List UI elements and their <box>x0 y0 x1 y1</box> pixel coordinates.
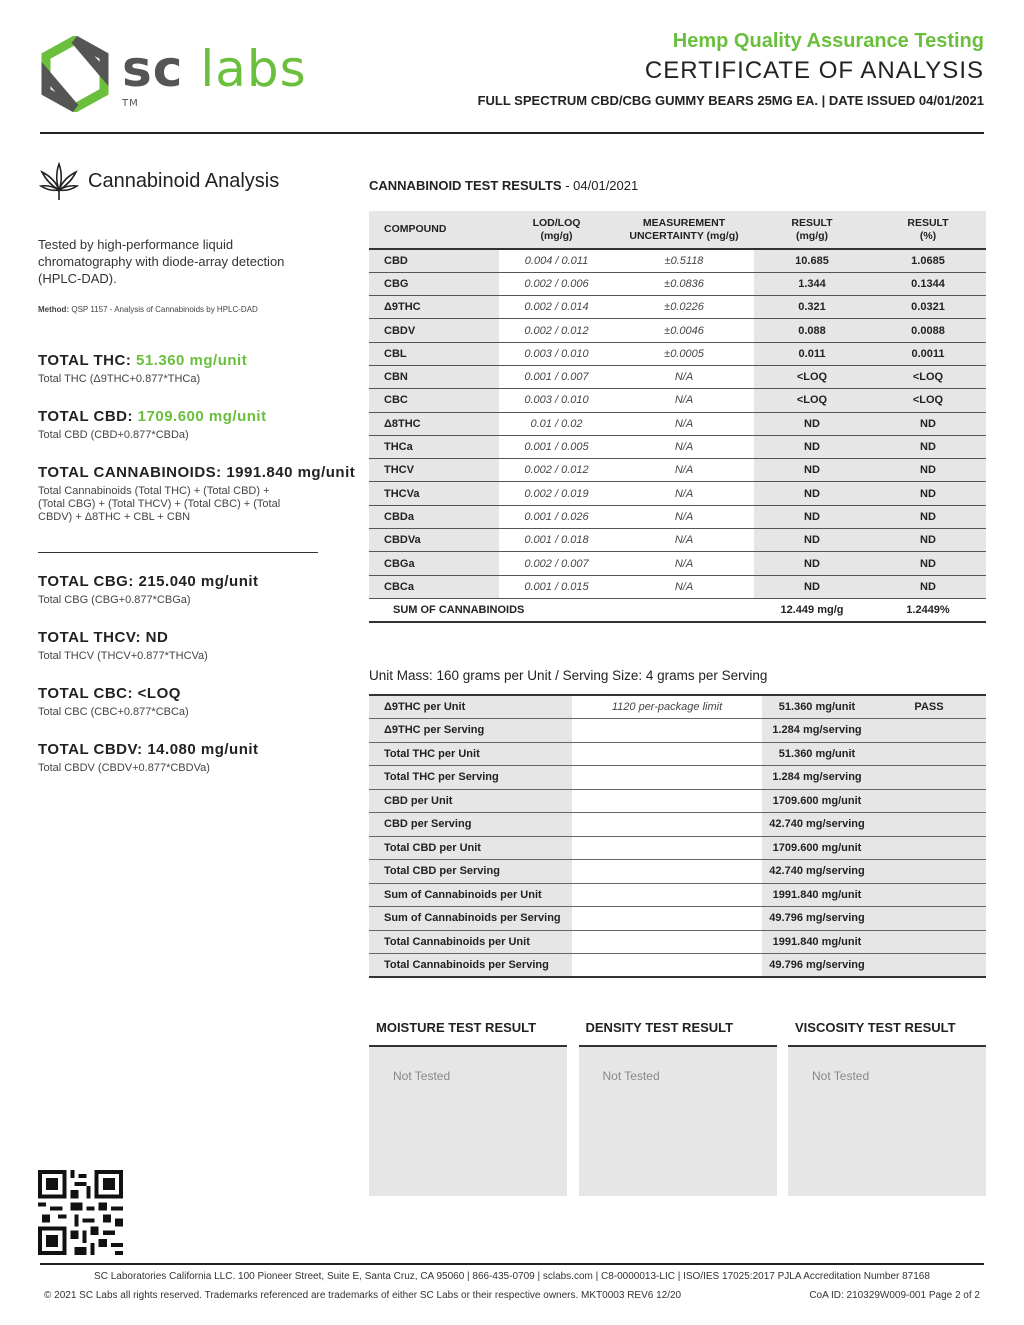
sum-label: SUM OF CANNABINOIDS <box>369 598 754 621</box>
total-value: 1709.600 mg/unit <box>137 408 267 425</box>
total-value: 1991.840 mg/unit <box>226 464 356 481</box>
lod-loq-cell: 0.001 / 0.005 <box>499 435 614 458</box>
limit-note <box>572 719 762 743</box>
metric-label: Δ9THC per Serving <box>369 719 572 743</box>
total-cannabinoids <box>38 464 368 524</box>
total-label: TOTAL CBC: <box>38 685 138 702</box>
compound-cell: THCV <box>369 459 499 482</box>
result-pct-cell: ND <box>870 575 986 598</box>
uncertainty-cell: ±0.0005 <box>614 342 754 365</box>
left-divider <box>38 552 318 553</box>
result-mg-cell: ND <box>754 575 870 598</box>
total-cannabinoids-title <box>38 464 368 481</box>
method-text: QSP 1157 - Analysis of Cannabinoids by HPLC-DAD <box>71 305 258 314</box>
compound-cell: CBD <box>369 249 499 272</box>
test-value: Not Tested <box>579 1047 777 1196</box>
total-desc: Total CBC (CBC+0.877*CBCa) <box>38 706 189 718</box>
metric-label: Total Cannabinoids per Unit <box>369 930 572 954</box>
pass-status <box>872 907 986 931</box>
table-row <box>369 552 986 575</box>
metric-value: 51.360 mg/unit <box>762 742 872 766</box>
result-mg-cell: 0.011 <box>754 342 870 365</box>
metric-label: Sum of Cannabinoids per Serving <box>369 907 572 931</box>
total-cbc-title <box>38 685 368 702</box>
table-row <box>369 575 986 598</box>
table-row <box>369 389 986 412</box>
compound-cell: Δ9THC <box>369 296 499 319</box>
total-thc-title <box>38 352 368 369</box>
header-label: MEASUREMENT UNCERTAINTY (mg/g) <box>629 216 739 242</box>
other-tests <box>369 1018 986 1196</box>
total-cbdv <box>38 741 368 775</box>
compound-cell: CBDVa <box>369 529 499 552</box>
limit-note <box>572 883 762 907</box>
result-pct-cell: ND <box>870 412 986 435</box>
limit-note <box>572 742 762 766</box>
sc-labs-logo <box>40 32 320 112</box>
cannabinoid-title-bold: CANNABINOID TEST RESULTS <box>369 178 562 193</box>
total-label: TOTAL CBG: <box>38 573 139 590</box>
result-pct-cell: ND <box>870 459 986 482</box>
pass-status: PASS <box>872 695 986 719</box>
total-value: 51.360 mg/unit <box>136 352 248 369</box>
compound-cell: THCa <box>369 435 499 458</box>
total-label: TOTAL THCV: <box>38 629 146 646</box>
total-label: TOTAL CBDV: <box>38 741 148 758</box>
limit-note <box>572 766 762 790</box>
table-row <box>369 719 986 743</box>
uncertainty-cell: N/A <box>614 412 754 435</box>
total-cbdv-title <box>38 741 368 758</box>
total-thc <box>38 352 368 386</box>
header-subtitle: Hemp Quality Assurance Testing <box>672 30 984 52</box>
result-mg-cell: 0.088 <box>754 319 870 342</box>
table-row <box>369 766 986 790</box>
metric-label: CBD per Serving <box>369 813 572 837</box>
metric-value: 51.360 mg/unit <box>762 695 872 719</box>
total-value: 215.040 mg/unit <box>138 573 259 590</box>
compound-cell: CBGa <box>369 552 499 575</box>
limit-note: 1120 per-package limit <box>572 695 762 719</box>
result-pct-cell: ND <box>870 482 986 505</box>
table-row <box>369 342 986 365</box>
uncertainty-cell: ±0.0836 <box>614 272 754 295</box>
limit-note <box>572 813 762 837</box>
test-title: DENSITY TEST RESULT <box>579 1018 777 1047</box>
result-mg-cell: 0.321 <box>754 296 870 319</box>
table-row <box>369 459 986 482</box>
pass-status <box>872 930 986 954</box>
table-row <box>369 319 986 342</box>
result-mg-cell: 1.344 <box>754 272 870 295</box>
metric-label: Total CBD per Serving <box>369 860 572 884</box>
cannabinoid-table-title <box>369 178 638 193</box>
uncertainty-cell: N/A <box>614 482 754 505</box>
table-row <box>369 789 986 813</box>
lod-loq-cell: 0.001 / 0.007 <box>499 365 614 388</box>
header-label: LOD/LOQ (mg/g) <box>532 216 581 242</box>
metric-label: Total CBD per Unit <box>369 836 572 860</box>
metric-label: Total THC per Unit <box>369 742 572 766</box>
table-row <box>369 435 986 458</box>
header-label: RESULT (%) <box>907 216 949 242</box>
total-desc: Total Cannabinoids (Total THC) + (Total CBD) + (Total CBG) + (Total THCV) + (Total CBC) + (Total CBDV) + Δ8THC + CBL + CBN <box>38 485 281 523</box>
metric-label: Total Cannabinoids per Serving <box>369 954 572 978</box>
table-row <box>369 296 986 319</box>
sum-mg: 12.449 mg/g <box>754 598 870 621</box>
col-uncertainty <box>614 211 754 249</box>
result-mg-cell: <LOQ <box>754 365 870 388</box>
uncertainty-cell: N/A <box>614 365 754 388</box>
result-mg-cell: <LOQ <box>754 389 870 412</box>
moisture-test-box <box>369 1018 567 1196</box>
result-pct-cell: ND <box>870 435 986 458</box>
uncertainty-cell: N/A <box>614 459 754 482</box>
metric-value: 1.284 mg/serving <box>762 766 872 790</box>
table-row <box>369 412 986 435</box>
compound-cell: CBC <box>369 389 499 412</box>
metric-value: 1991.840 mg/unit <box>762 930 872 954</box>
table-row <box>369 930 986 954</box>
total-value: 14.080 mg/unit <box>147 741 259 758</box>
result-pct-cell: 0.1344 <box>870 272 986 295</box>
lod-loq-cell: 0.001 / 0.015 <box>499 575 614 598</box>
metric-value: 42.740 mg/serving <box>762 860 872 884</box>
table-row <box>369 954 986 978</box>
compound-cell: THCVa <box>369 482 499 505</box>
result-pct-cell: ND <box>870 552 986 575</box>
lod-loq-cell: 0.001 / 0.018 <box>499 529 614 552</box>
compound-cell: CBDa <box>369 505 499 528</box>
col-compound <box>369 211 499 249</box>
cannabis-leaf-icon <box>38 160 80 202</box>
limit-note <box>572 954 762 978</box>
unit-mass-title: Unit Mass: 160 grams per Unit / Serving Size: 4 grams per Serving <box>369 668 768 683</box>
header-right <box>478 30 984 108</box>
lod-loq-cell: 0.002 / 0.012 <box>499 459 614 482</box>
logo-labs: labs <box>200 40 307 98</box>
lod-loq-cell: 0.003 / 0.010 <box>499 389 614 412</box>
result-pct-cell: <LOQ <box>870 389 986 412</box>
test-value: Not Tested <box>788 1047 986 1196</box>
metric-value: 1.284 mg/serving <box>762 719 872 743</box>
metric-value: 1709.600 mg/unit <box>762 836 872 860</box>
logo-wordmark <box>122 40 320 156</box>
total-desc: Total THC (Δ9THC+0.877*THCa) <box>38 373 201 385</box>
qr-code-icon[interactable] <box>38 1170 123 1255</box>
header-label: RESULT (mg/g) <box>791 216 833 242</box>
product-line: FULL SPECTRUM CBD/CBG GUMMY BEARS 25MG EA. | DATE ISSUED 04/01/2021 <box>477 93 984 108</box>
pass-status <box>872 883 986 907</box>
table-row <box>369 907 986 931</box>
uncertainty-cell: N/A <box>614 575 754 598</box>
lod-loq-cell: 0.004 / 0.011 <box>499 249 614 272</box>
total-thcv <box>38 629 368 663</box>
pass-status <box>872 860 986 884</box>
limit-note <box>572 789 762 813</box>
total-thcv-title <box>38 629 368 646</box>
uncertainty-cell: N/A <box>614 389 754 412</box>
header-title: CERTIFICATE OF ANALYSIS <box>644 57 984 84</box>
result-pct-cell: ND <box>870 529 986 552</box>
metric-label: Total THC per Serving <box>369 766 572 790</box>
analysis-method <box>38 305 368 314</box>
total-cbd-title <box>38 408 368 425</box>
result-mg-cell: ND <box>754 412 870 435</box>
total-cbd <box>38 408 368 442</box>
total-desc: Total CBD (CBD+0.877*CBDa) <box>38 429 189 441</box>
footer-coa-id: CoA ID: 210329W009-001 Page 2 of 2 <box>809 1290 980 1301</box>
limit-note <box>572 836 762 860</box>
compound-cell: CBDV <box>369 319 499 342</box>
result-pct-cell: ND <box>870 505 986 528</box>
pass-status <box>872 813 986 837</box>
table-row <box>369 883 986 907</box>
result-pct-cell: 0.0011 <box>870 342 986 365</box>
total-label: TOTAL THC: <box>38 352 136 369</box>
lod-loq-cell: 0.002 / 0.019 <box>499 482 614 505</box>
compound-cell: CBG <box>369 272 499 295</box>
test-title: VISCOSITY TEST RESULT <box>788 1018 986 1047</box>
hexagon-logo-icon <box>40 36 110 112</box>
uncertainty-cell: ±0.5118 <box>614 249 754 272</box>
cannabinoid-results-table <box>369 211 986 623</box>
lod-loq-cell: 0.002 / 0.014 <box>499 296 614 319</box>
lod-loq-cell: 0.01 / 0.02 <box>499 412 614 435</box>
total-value: ND <box>145 629 169 646</box>
lod-loq-cell: 0.003 / 0.010 <box>499 342 614 365</box>
logo-tm: TM <box>122 98 139 109</box>
uncertainty-cell: ±0.0046 <box>614 319 754 342</box>
analysis-description: Tested by high-performance liquid chromatography with diode-array detection (HPLC-DAD). <box>38 237 285 286</box>
metric-value: 1991.840 mg/unit <box>762 883 872 907</box>
result-mg-cell: ND <box>754 552 870 575</box>
metric-value: 49.796 mg/serving <box>762 907 872 931</box>
result-pct-cell: <LOQ <box>870 365 986 388</box>
result-mg-cell: ND <box>754 529 870 552</box>
total-label: TOTAL CBD: <box>38 408 138 425</box>
col-result-mg <box>754 211 870 249</box>
uncertainty-cell: N/A <box>614 505 754 528</box>
limit-note <box>572 860 762 884</box>
total-cbc <box>38 685 368 719</box>
footer-address: SC Laboratories California LLC. 100 Pioneer Street, Suite E, Santa Cruz, CA 95060 | 866-435-0709 | sclabs.com | C8-0000013-LIC | ISO/IES 17025:2017 PJLA Accreditation Number 87168 <box>94 1271 930 1282</box>
uncertainty-cell: ±0.0226 <box>614 296 754 319</box>
metric-label: Δ9THC per Unit <box>369 695 572 719</box>
table-row <box>369 742 986 766</box>
footer-divider <box>40 1263 984 1265</box>
metric-value: 42.740 mg/serving <box>762 813 872 837</box>
table-row <box>369 365 986 388</box>
table-row <box>369 695 986 719</box>
compound-cell: CBL <box>369 342 499 365</box>
logo-sc: sc <box>122 40 184 98</box>
table-row <box>369 505 986 528</box>
pass-status <box>872 742 986 766</box>
uncertainty-cell: N/A <box>614 435 754 458</box>
col-lod-loq <box>499 211 614 249</box>
table-row <box>369 529 986 552</box>
total-label: TOTAL CANNABINOIDS: <box>38 464 227 481</box>
table-row <box>369 836 986 860</box>
table-row <box>369 249 986 272</box>
result-mg-cell: ND <box>754 459 870 482</box>
compound-cell: CBCa <box>369 575 499 598</box>
result-mg-cell: ND <box>754 482 870 505</box>
viscosity-test-box <box>788 1018 986 1196</box>
lod-loq-cell: 0.002 / 0.007 <box>499 552 614 575</box>
pass-status <box>872 954 986 978</box>
result-pct-cell: 0.0321 <box>870 296 986 319</box>
result-mg-cell: ND <box>754 435 870 458</box>
table-row <box>369 860 986 884</box>
table-row <box>369 813 986 837</box>
sum-row <box>369 598 986 621</box>
metric-label: CBD per Unit <box>369 789 572 813</box>
metric-value: 49.796 mg/serving <box>762 954 872 978</box>
lod-loq-cell: 0.001 / 0.026 <box>499 505 614 528</box>
header-label: COMPOUND <box>384 223 447 235</box>
sum-pct: 1.2449% <box>870 598 986 621</box>
total-cbg <box>38 573 368 607</box>
limit-note <box>572 930 762 954</box>
test-title: MOISTURE TEST RESULT <box>369 1018 567 1047</box>
uncertainty-cell: N/A <box>614 529 754 552</box>
lod-loq-cell: 0.002 / 0.012 <box>499 319 614 342</box>
limit-note <box>572 907 762 931</box>
header-divider <box>40 132 984 134</box>
col-result-pct <box>870 211 986 249</box>
unit-serving-table <box>369 694 986 978</box>
analysis-title-text: Cannabinoid Analysis <box>88 169 280 192</box>
left-column <box>38 160 368 775</box>
table-header-row <box>369 211 986 249</box>
metric-value: 1709.600 mg/unit <box>762 789 872 813</box>
method-label: Method: <box>38 305 70 314</box>
table-row <box>369 272 986 295</box>
cannabinoid-title-date: - 04/01/2021 <box>561 178 639 193</box>
density-test-box <box>579 1018 777 1196</box>
compound-cell: CBN <box>369 365 499 388</box>
total-cbg-title <box>38 573 368 590</box>
pass-status <box>872 836 986 860</box>
table-row <box>369 482 986 505</box>
test-value: Not Tested <box>369 1047 567 1196</box>
pass-status <box>872 719 986 743</box>
analysis-title <box>38 160 368 202</box>
result-mg-cell: 10.685 <box>754 249 870 272</box>
lod-loq-cell: 0.002 / 0.006 <box>499 272 614 295</box>
total-desc: Total CBDV (CBDV+0.877*CBDVa) <box>38 762 210 774</box>
total-value: <LOQ <box>137 685 181 702</box>
result-pct-cell: 0.0088 <box>870 319 986 342</box>
total-desc: Total CBG (CBG+0.877*CBGa) <box>38 594 191 606</box>
uncertainty-cell: N/A <box>614 552 754 575</box>
result-mg-cell: ND <box>754 505 870 528</box>
total-desc: Total THCV (THCV+0.877*THCVa) <box>38 650 208 662</box>
pass-status <box>872 766 986 790</box>
footer-copyright: © 2021 SC Labs all rights reserved. Trademarks referenced are trademarks of either SC Labs or their respective owners. MKT0003 REV6 12/20 <box>44 1290 682 1301</box>
pass-status <box>872 789 986 813</box>
result-pct-cell: 1.0685 <box>870 249 986 272</box>
compound-cell: Δ8THC <box>369 412 499 435</box>
metric-label: Sum of Cannabinoids per Unit <box>369 883 572 907</box>
